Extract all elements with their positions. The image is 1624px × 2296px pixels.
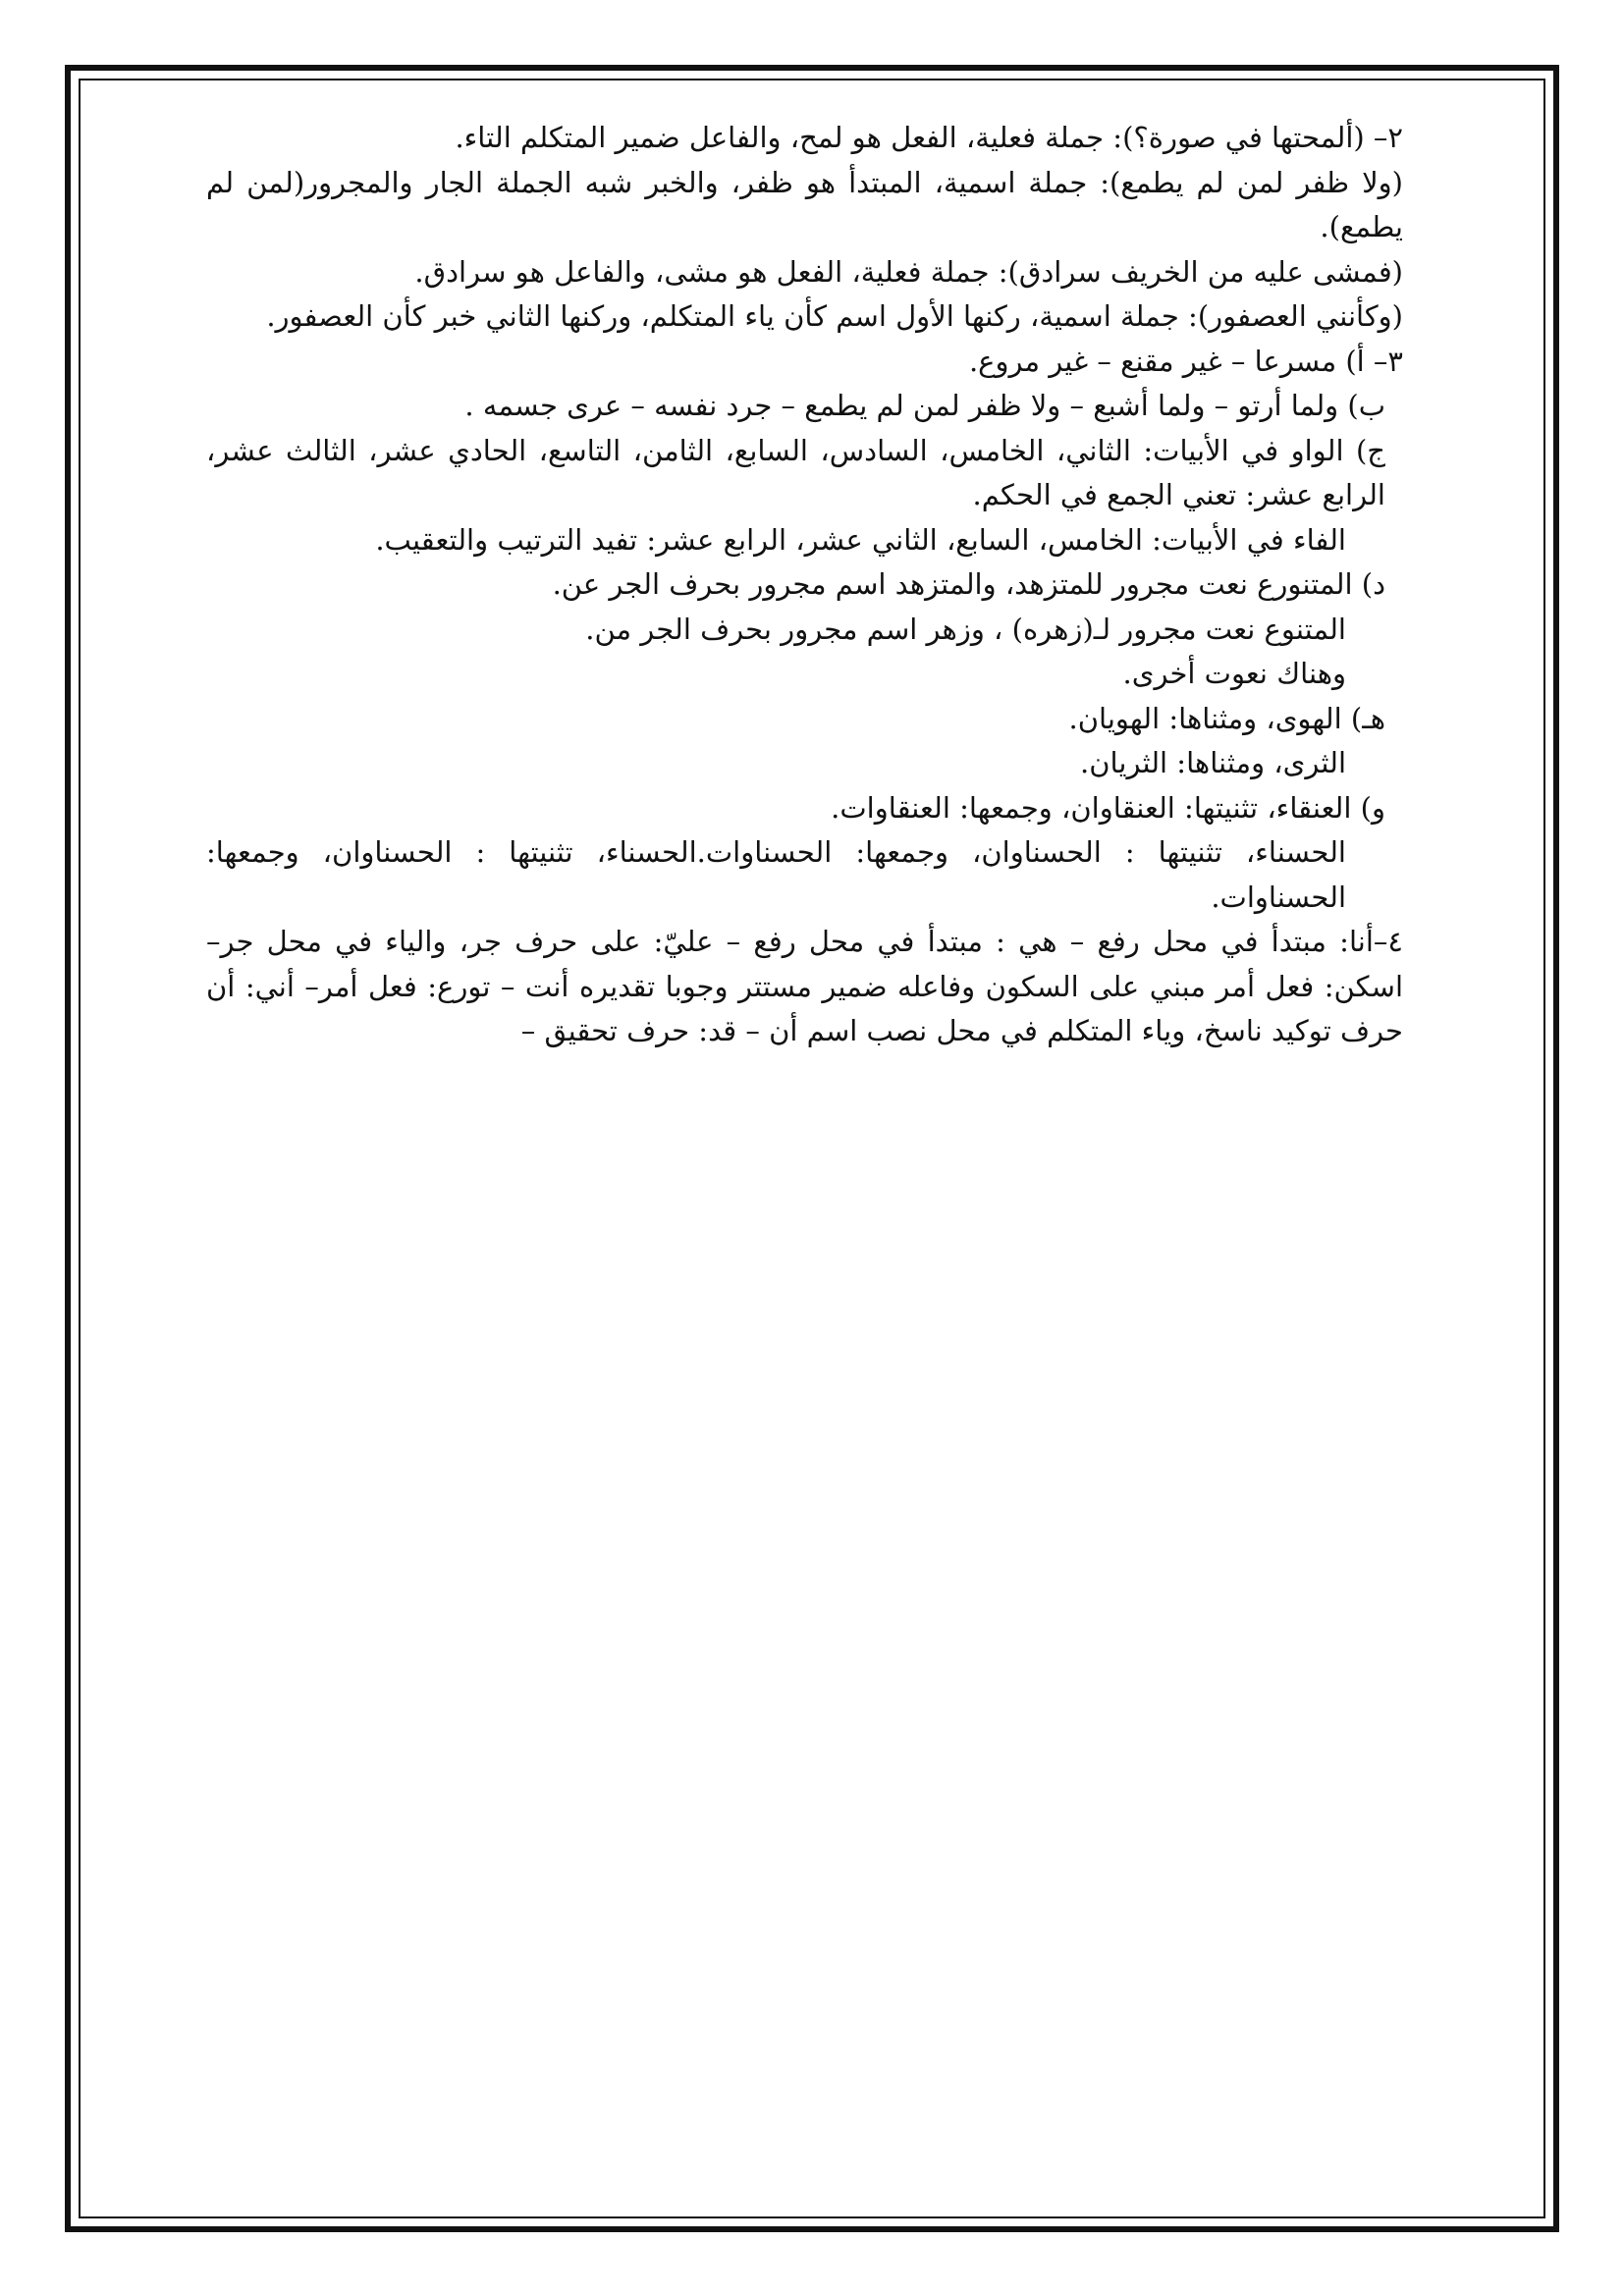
answer-2-line-1: ٢– (ألمحتها في صورة؟): جملة فعلية، الفعل هو لمح، والفاعل ضمير المتكلم التاء. [455,121,1403,154]
answer-3-w-line-1: و) العنقاء، تثنيتها: العنقاوان، وجمعها: العنقاوات. [831,790,1385,825]
answer-2-line-3: (فمشى عليه من الخريف سرادق): جملة فعلية، الفعل هو مشى، والفاعل هو سرادق. [414,254,1403,289]
answer-2-line-4: (وكأنني العصفور): جملة اسمية، ركنها الأول اسم كأن ياء المتكلم، وركنها الثاني خبر كأن العصفور. [266,299,1403,333]
answer-3-c-line-2: الفاء في الأبيات: الخامس، السابع، الثاني عشر، الرابع عشر: تفيد الترتيب والتعقيب. [375,522,1346,557]
answer-3-c-line-1 [206,429,1403,518]
answer-3-d-line-3: وهناك نعوت أخرى. [1122,657,1346,690]
answer-4: ٤–أنا: مبتدأ في محل رفع – هي : مبتدأ في محل رفع – عليّ: على حرف جر، والياء في محل جر– اسكن: فعل أمر مبني على السكون وفاعله ضمير مستتر وجوبا تقديره أنت – تورع: فعل أمر– أني: أن حرف توكيد ناسخ، وياء المتكلم في محل نصب اسم أن – قد: حرف تحقيق – [206,925,1403,1047]
answer-3-d-line-2: المتنوع نعت مجرور لـ(زهره) ، وزهر اسم مجرور بحرف الجر من. [585,612,1346,646]
answer-3-h-line-1: هـ) الهوى، ومثناها: الهويان. [1068,701,1385,735]
answer-3-h-line-2: الثرى، ومثناها: الثريان. [1080,746,1346,779]
answer-3-c-text: ج) الواو في الأبيات: الثاني، الخامس، السادس، السابع، الثامن، التاسع، الحادي عشر، الثالث عشر، الرابع عشر: تعني الجمع في الحكم. [206,433,1385,511]
answer-3-b: ب) ولما أرتو – ولما أشبع – ولا ظفر لمن لم يطمع – جرد نفسه – عرى جسمه . [464,389,1385,422]
answer-2-line-2: (ولا ظفر لمن لم يطمع): جملة اسمية، المبتدأ هو ظفر، والخبر شبه الجملة الجار والمجرور(لمن لم يطمع). [206,165,1403,243]
answer-3-d-line-1: د) المتنورع نعت مجرور للمتزهد، والمتزهد اسم مجرور بحرف الجر عن. [552,567,1385,601]
answer-3-w-line-2: الحسناء، تثنيتها : الحسناوان، وجمعها: الحسناوات.الحسناء، تثنيتها : الحسناوان، وجمعها: الحسناوات. [206,835,1346,914]
answer-3-a: ٣– أ) مسرعا – غير مقنع – غير مروع. [968,344,1403,378]
document-body [206,116,1403,1054]
